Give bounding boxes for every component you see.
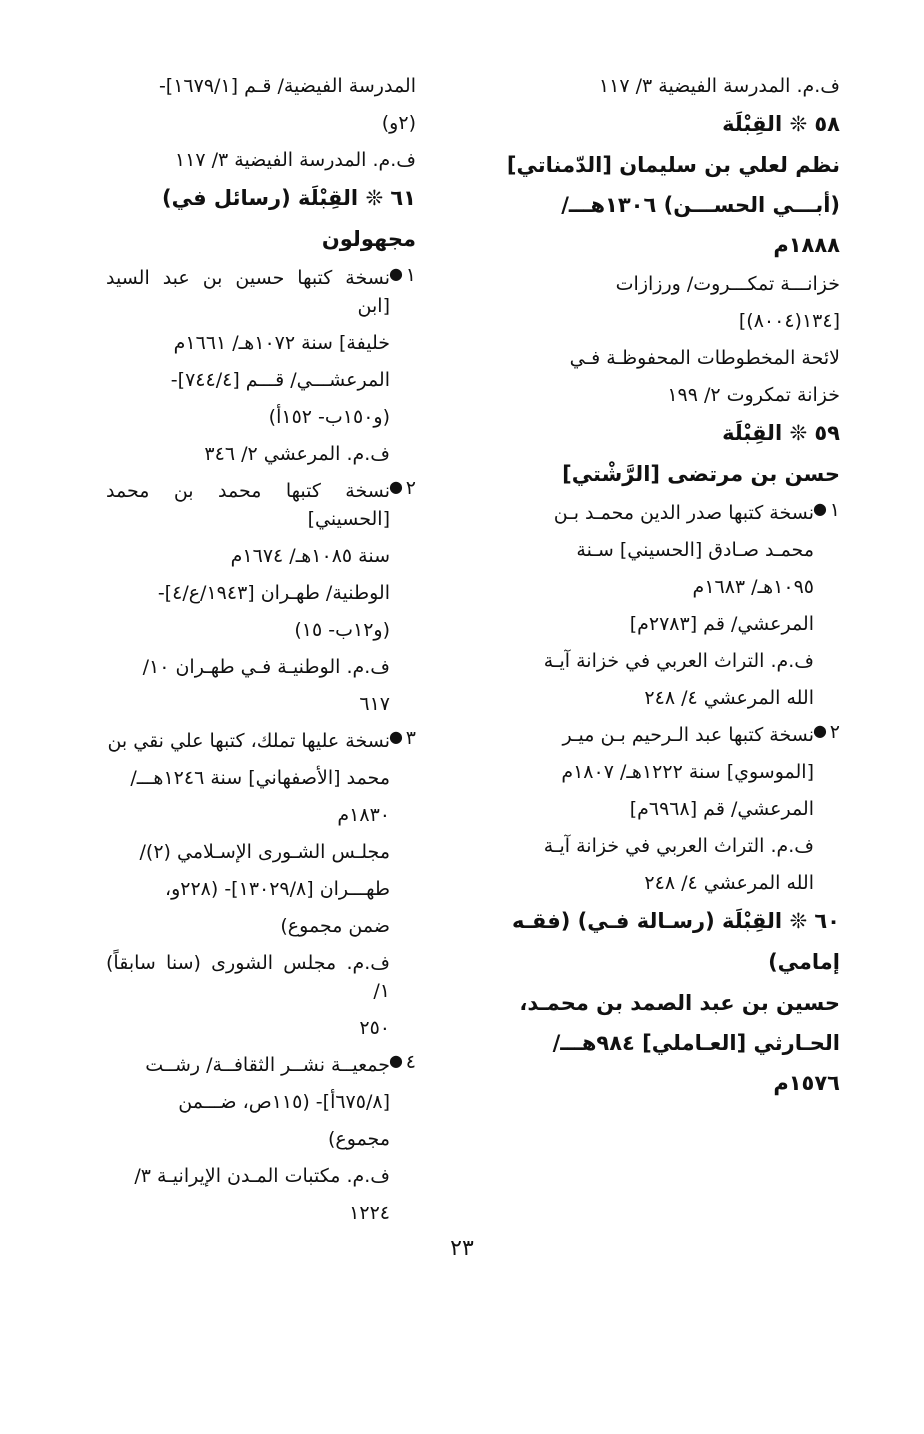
entry-60-author-line: حسين بن عبد الصمد بن محمـد، <box>519 991 840 1015</box>
item-line: ١٢٢٤ <box>349 1202 390 1224</box>
item-number: ٣ <box>405 727 416 749</box>
item-line: محمد [الأصفهاني] سنة ١٢٤٦هـــ/ <box>130 767 390 789</box>
item-line: نسخة كتبها حسين بن عبد السيد [ابن <box>106 267 390 317</box>
page-number: ٢٣ <box>450 1236 474 1261</box>
item-line: ١٨٣٠م <box>337 804 390 826</box>
bullet-icon: ● <box>389 727 403 746</box>
item-line: ضمن مجموع) <box>280 915 390 937</box>
item-line: ٢٥٠ <box>359 1017 390 1039</box>
entry-58-author-line: ١٨٨٨م <box>773 233 840 257</box>
bullet-icon: ● <box>389 477 403 496</box>
entry-58-line: خزانـــة تمكـــروت/ ورزازات <box>615 273 840 295</box>
item-line: ف.م. مكتبات المـدن الإيرانيـة ٣/ <box>134 1165 390 1187</box>
entry-58-line: لائحة المخطوطات المحفوظـة فـي <box>569 347 840 369</box>
item-line: الوطنية/ طهـران [١٩٤٣/ع/٤]- <box>157 582 390 604</box>
item-number: ٢ <box>829 721 840 743</box>
entry-59-item-1 <box>500 499 840 712</box>
entry-61-author: مجهولون <box>321 227 416 251</box>
item-line: ف.م. مجلس الشورى (سنا سابقاً) ١/ <box>106 952 390 1002</box>
entry-61-heading: ٦١ ❊ القِبْلَة (رسائل في) <box>161 186 416 210</box>
item-line: ف.م. الوطنيـة فـي طهـران ١٠/ <box>142 656 390 678</box>
entry-61-item-3 <box>106 727 416 1042</box>
item-line: (و١٥٠ب- ١٥٢أ) <box>268 406 390 428</box>
item-line: [٦٧٥/٨أ]- (١١٥ص، ضـــمن <box>178 1091 390 1113</box>
continuation-line: المدرسة الفيضية/ قـم [١٦٧٩/١]- <box>158 75 416 97</box>
top-reference: ف.م. المدرسة الفيضية ٣/ ١١٧ <box>598 75 840 97</box>
entry-59-heading: ٥٩ ❊ القِبْلَة <box>722 421 840 445</box>
entry-61-item-1 <box>106 264 416 468</box>
item-number: ١ <box>829 499 840 521</box>
entry-60-heading: إمامي) <box>768 950 840 974</box>
entry-58-heading: ٥٨ ❊ القِبْلَة <box>722 112 840 136</box>
item-number: ٢ <box>405 477 416 499</box>
entry-58-author-line: نظم لعلي بن سليمان [الدّمناتي] <box>506 153 840 177</box>
continuation-line: (٢و) <box>381 112 416 134</box>
item-line: المرعشي/ قم [٦٩٦٨م] <box>629 798 814 820</box>
item-line: ف.م. التراث العربي في خزانة آيـة <box>543 835 814 857</box>
entry-61-item-4 <box>106 1051 416 1227</box>
item-line: [الموسوي] سنة ١٢٢٢هـ/ ١٨٠٧م <box>561 761 814 783</box>
entry-59-item-2 <box>500 721 840 897</box>
item-line: ف.م. المرعشي ٢/ ٣٤٦ <box>204 443 390 465</box>
entry-60-author-line: الحـارثي [العـاملي] ٩٨٤هـــ/ <box>552 1031 840 1055</box>
entry-59-author: حسن بن مرتضى [الرَّشْتي] <box>562 462 840 486</box>
entry-58-line: [١٣٤(٨٠٠٤)] <box>738 310 840 332</box>
item-number: ١ <box>405 264 416 286</box>
item-line: مجموع) <box>328 1128 390 1150</box>
continuation-line: ف.م. المدرسة الفيضية ٣/ ١١٧ <box>174 149 416 171</box>
item-line: (و١٢ب- ١٥) <box>294 619 390 641</box>
entry-60-heading: ٦٠ ❊ القِبْلَة (رسـالة فـي) (فقـه <box>511 909 840 933</box>
item-line: ف.م. التراث العربي في خزانة آيـة <box>543 650 814 672</box>
entry-58-line: خزانة تمكروت ٢/ ١٩٩ <box>667 384 840 406</box>
entry-61-item-2 <box>106 477 416 718</box>
item-line: الله المرعشي ٤/ ٢٤٨ <box>644 872 814 894</box>
bullet-icon: ● <box>813 499 827 518</box>
item-line: المرعشـــي/ قـــم [٧٤٤/٤]- <box>170 369 390 391</box>
item-line: سنة ١٠٨٥هـ/ ١٦٧٤م <box>230 545 390 567</box>
item-line: ٦١٧ <box>359 693 390 715</box>
item-line: طهـــران [١٣٠٢٩/٨]- (٢٢٨و، <box>164 878 390 900</box>
item-line: نسخة كتبها عبد الـرحيم بـن ميـر <box>562 724 814 746</box>
entry-60-author-line: ١٥٧٦م <box>773 1071 840 1095</box>
item-line: محمـد صـادق [الحسيني] سـنة <box>576 539 814 561</box>
right-column <box>500 72 840 1108</box>
item-line: جمعيــة نشــر الثقافــة/ رشــت <box>145 1054 390 1076</box>
item-line: نسخة كتبها محمد بن محمد [الحسيني] <box>106 480 390 530</box>
item-line: ١٠٩٥هـ/ ١٦٨٣م <box>692 576 814 598</box>
item-line: الله المرعشي ٤/ ٢٤٨ <box>644 687 814 709</box>
bullet-icon: ● <box>389 264 403 283</box>
entry-58-author-line: (أبـــي الحســـن) ١٣٠٦هـــ/ <box>561 193 840 217</box>
item-line: خليفة] سنة ١٠٧٢هـ/ ١٦٦١م <box>173 332 390 354</box>
item-line: مجلـس الشـورى الإسـلامي (٢)/ <box>139 841 390 863</box>
left-column <box>106 72 416 1236</box>
bullet-icon: ● <box>813 721 827 740</box>
item-line: نسخة عليها تملك، كتبها علي نقي بن <box>107 730 390 752</box>
bullet-icon: ● <box>389 1051 403 1070</box>
item-line: المرعشي/ قم [٢٧٨٣م] <box>629 613 814 635</box>
item-line: نسخة كتبها صدر الدين محمـد بـن <box>553 502 814 524</box>
item-number: ٤ <box>405 1051 416 1073</box>
